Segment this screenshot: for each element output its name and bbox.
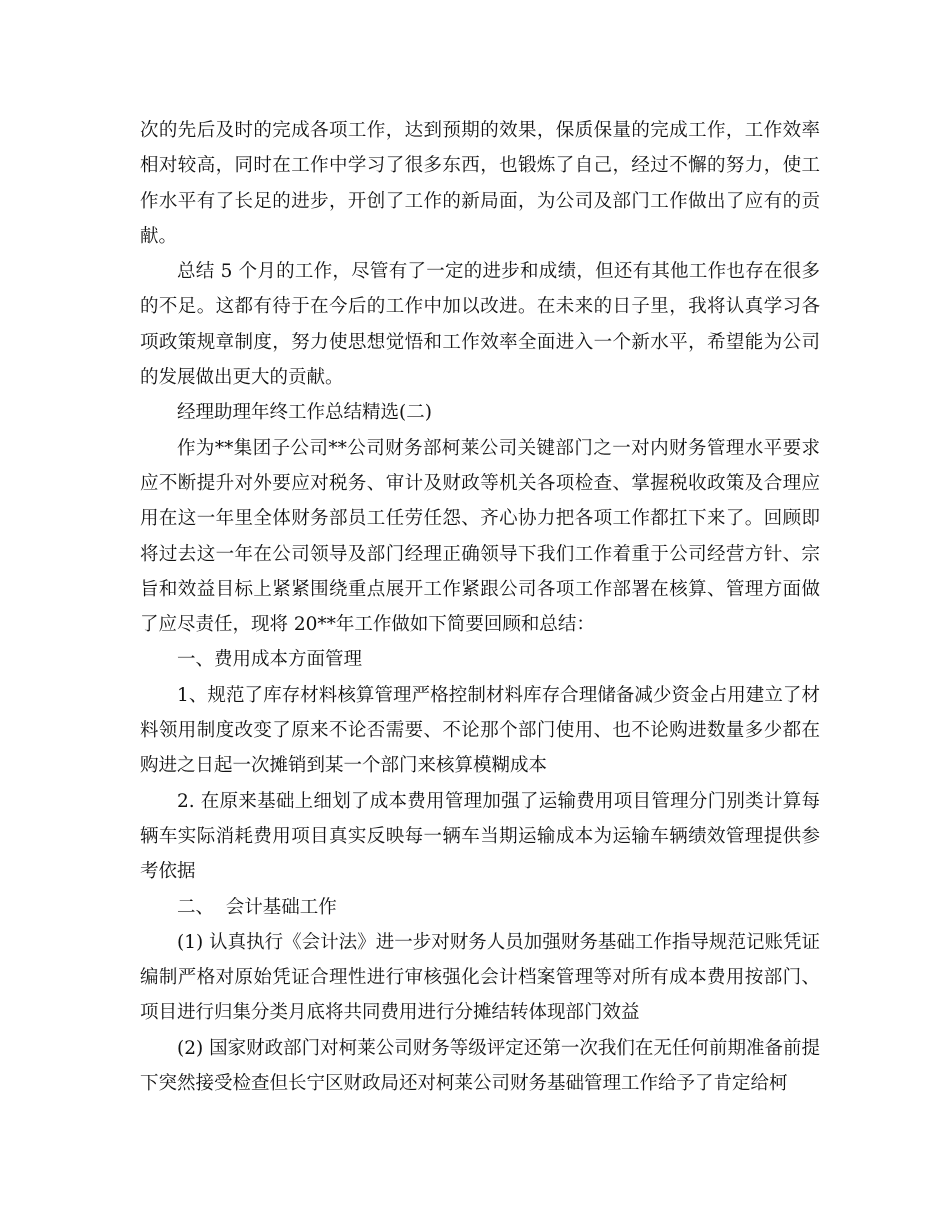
heading-accounting-basics: 二、 会计基础工作 — [177, 896, 337, 918]
document-body — [140, 113, 820, 1101]
paragraph-summary: 总结 5 个月的工作，尽管有了一定的进步和成绩，但还有其他工作也存在很多的不足。这都有待于在今后的工作中加以改进。在未来的日子里，我将认真学习各项政策规章制度，努力使思想觉悟和工作效率全面进入一个新水平，希望能为公司的发展做出更大的贡献。 — [140, 261, 820, 389]
heading-cost-management: 一、费用成本方面管理 — [177, 649, 363, 671]
paragraph-intro: 作为**集团子公司**公司财务部柯莱公司关键部门之一对内财务管理水平要求应不断提升对外要应对税务、审计及财政等机关各项检查、掌握税收政策及合理应用在这一年里全体财务部员工任劳任怨、齐心协力把各项工作都扛下来了。回顾即将过去这一年在公司领导及部门经理正确领导下我们工作着重于公司经营方针、宗旨和效益目标上紧紧围绕重点展开工作紧跟公司各项工作部署在核算、管理方面做了应尽责任，现将 20**年工作做如下简要回顾和总结： — [140, 437, 820, 636]
list-item-accounting-law: (1) 认真执行《会计法》进一步对财务人员加强财务基础工作指导规范记账凭证编制严格对原始凭证合理性进行审核强化会计档案管理等对所有成本费用按部门、项目进行归集分类月底将共同费用进行分摊结转体现部门效益 — [140, 931, 820, 1024]
paragraph-continuation: 次的先后及时的完成各项工作，达到预期的效果，保质保量的完成工作，工作效率相对较高，同时在工作中学习了很多东西，也锻炼了自己，经过不懈的努力，使工作水平有了长足的进步，开创了工作的新局面，为公司及部门工作做出了应有的贡献。 — [140, 120, 820, 247]
list-item-transport-cost: 2. 在原来基础上细划了成本费用管理加强了运输费用项目管理分门别类计算每辆车实际消耗费用项目真实反映每一辆车当期运输成本为运输车辆绩效管理提供参考依据 — [140, 790, 820, 883]
section-title: 经理助理年终工作总结精选(二) — [177, 402, 432, 424]
list-item-inventory: 1、规范了库存材料核算管理严格控制材料库存合理储备减少资金占用建立了材料领用制度改变了原来不论否需要、不论那个部门使用、也不论购进数量多少都在购进之日起一次摊销到某一个部门来核算模糊成本 — [140, 684, 820, 777]
list-item-finance-rating: (2) 国家财政部门对柯莱公司财务等级评定还第一次我们在无任何前期准备前提下突然接受检查但长宁区财政局还对柯莱公司财务基础管理工作给予了肯定给柯 — [140, 1037, 820, 1095]
